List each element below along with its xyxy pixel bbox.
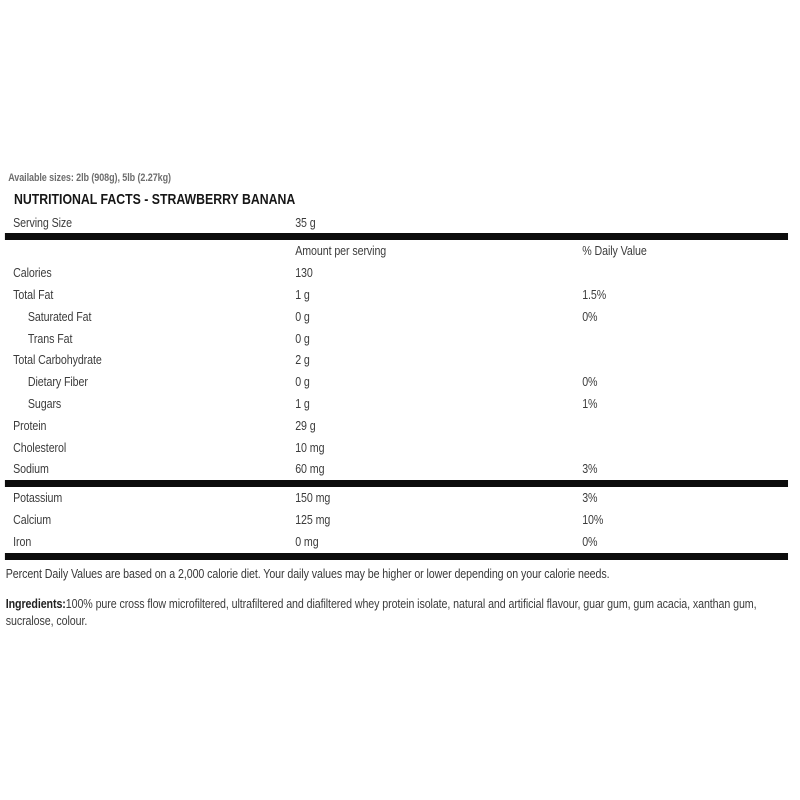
nutrient-row xyxy=(0,487,800,509)
nutrient-row xyxy=(0,509,800,531)
amount-value: 60 mg xyxy=(295,461,325,477)
nutrient-label: Sugars xyxy=(27,396,62,412)
daily-value-header: % Daily Value xyxy=(582,243,647,259)
nutrient-label: Total Carbohydrate xyxy=(13,352,102,368)
nutrient-row xyxy=(0,458,800,480)
nutrition-title: NUTRITIONAL FACTS - STRAWBERRY BANANA xyxy=(13,191,296,208)
nutrient-label: Total Fat xyxy=(13,287,54,303)
nutrient-label: Trans Fat xyxy=(27,330,73,346)
amount-value: 1 g xyxy=(295,287,310,303)
daily-value: 10% xyxy=(582,512,604,528)
daily-value: 3% xyxy=(582,461,598,477)
column-header-row xyxy=(0,240,800,262)
amount-value: 29 g xyxy=(295,417,316,433)
nutrient-row xyxy=(0,415,800,437)
daily-value: 1.5% xyxy=(582,287,607,303)
nutrient-row xyxy=(0,306,800,328)
mineral-rows xyxy=(0,487,800,552)
nutrient-label: Dietary Fiber xyxy=(27,374,88,390)
amount-value: 0 mg xyxy=(295,533,319,549)
daily-value: 3% xyxy=(582,490,598,506)
daily-value: 0% xyxy=(582,308,598,324)
daily-value: 0% xyxy=(582,374,598,390)
divider-bar-bottom xyxy=(5,553,788,560)
amount-value: 1 g xyxy=(295,396,310,412)
nutrition-table xyxy=(0,212,800,560)
nutrient-label: Cholesterol xyxy=(13,439,67,455)
nutrient-label: Sodium xyxy=(13,461,49,477)
nutrient-row xyxy=(0,393,800,415)
nutrient-label: Iron xyxy=(13,533,32,549)
nutrient-row xyxy=(0,531,800,553)
amount-value: 10 mg xyxy=(295,439,325,455)
amount-value: 150 mg xyxy=(295,490,331,506)
ingredients-paragraph xyxy=(6,595,781,629)
nutrient-row xyxy=(0,284,800,306)
amount-value: 2 g xyxy=(295,352,310,368)
serving-size-value: 35 g xyxy=(295,214,316,230)
nutrient-rows xyxy=(0,262,800,480)
available-sizes-text: Available sizes: 2lb (908g), 5lb (2.27kg) xyxy=(8,172,171,184)
amount-value: 0 g xyxy=(295,308,310,324)
daily-value: 1% xyxy=(582,396,598,412)
daily-value: 0% xyxy=(582,533,598,549)
nutrient-row xyxy=(0,328,800,350)
nutrient-label: Calcium xyxy=(13,512,52,528)
serving-size-row xyxy=(0,212,800,234)
amount-value: 0 g xyxy=(295,374,310,390)
nutrient-row xyxy=(0,437,800,459)
ingredients-text: 100% pure cross flow microfiltered, ultrafiltered and diafiltered whey protein isolate, natural and artificial flavour, guar gum, gum acacia, xanthan gum, sucralose, colour. xyxy=(5,596,757,629)
nutrient-row xyxy=(0,371,800,393)
ingredients-label: Ingredients: xyxy=(5,596,66,611)
serving-size-label: Serving Size xyxy=(13,214,72,230)
divider-bar-middle xyxy=(5,480,788,487)
amount-value: 125 mg xyxy=(295,512,331,528)
nutrient-label: Potassium xyxy=(13,490,63,506)
nutrient-label: Protein xyxy=(13,417,47,433)
amount-per-serving-header: Amount per serving xyxy=(295,243,387,259)
divider-bar-top xyxy=(5,233,788,240)
nutrient-label: Calories xyxy=(13,265,52,281)
daily-value-note: Percent Daily Values are based on a 2,000 calorie diet. Your daily values may be higher or lower depending on your calorie needs. xyxy=(5,566,610,581)
nutrient-label: Saturated Fat xyxy=(27,308,92,324)
amount-value: 130 xyxy=(295,265,313,281)
amount-value: 0 g xyxy=(295,330,310,346)
nutrient-row xyxy=(0,349,800,371)
nutrient-row xyxy=(0,262,800,284)
